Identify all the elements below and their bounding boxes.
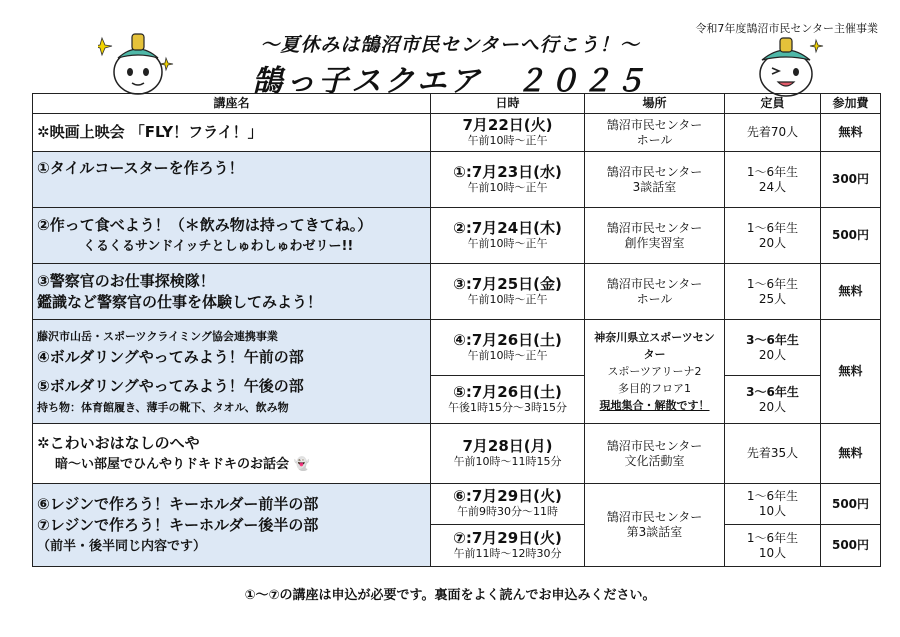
fee-cell: 300円	[821, 152, 881, 208]
course-resin: ⑥レジンで作ろう！キーホルダー前半の部 ⑦レジンで作ろう！キーホルダー後半の部 （前半・後半同じ内容です）	[33, 484, 431, 567]
ghost-icon: 👻	[293, 456, 310, 472]
mascot-right-icon	[750, 36, 830, 100]
capacity-cell: 1～6年生 10人	[725, 525, 821, 567]
page-subtitle: ～夏休みは鵠沼市民センターへ行こう！～	[260, 34, 640, 56]
place-cell: 鵠沼市民センター 文化活動室	[585, 424, 725, 484]
table-row	[33, 484, 881, 525]
header-capacity: 定員	[725, 94, 821, 114]
table-row	[33, 264, 881, 320]
table-row	[33, 320, 881, 376]
course-police: ③警察官のお仕事探検隊！ 鑑識など警察官の仕事を体験してみよう！	[33, 264, 431, 320]
capacity-cell: 1～6年生 25人	[725, 264, 821, 320]
course-movie: ✲映画上映会 「FLY！フライ！」	[33, 114, 431, 152]
course-cooking: ②作って食べよう！（＊飲み物は持ってきてね。） くるくるサンドイッチとしゅわしゅわゼリー!!	[33, 208, 431, 264]
fee-cell: 無料	[821, 114, 881, 152]
table-row	[33, 152, 881, 208]
place-cell: 鵠沼市民センター 第3談話室	[585, 484, 725, 567]
capacity-cell: 3～6年生 20人	[725, 320, 821, 376]
fee-cell: 500円	[821, 484, 881, 525]
date-cell: 7月28日(月) 午前10時～11時15分	[431, 424, 585, 484]
fee-cell: 無料	[821, 264, 881, 320]
date-cell: ⑥:7月29日(火) 午前9時30分～11時	[431, 484, 585, 525]
header-fee: 参加費	[821, 94, 881, 114]
capacity-cell: 1～6年生 20人	[725, 208, 821, 264]
place-cell: 鵠沼市民センター ホール	[585, 114, 725, 152]
mascot-left-icon	[98, 28, 178, 100]
table-header-row	[33, 94, 881, 114]
place-cell: 鵠沼市民センター 創作実習室	[585, 208, 725, 264]
table-row	[33, 114, 881, 152]
capacity-cell: 3～6年生 20人	[725, 376, 821, 424]
date-cell: ③:7月25日(金) 午前10時～正午	[431, 264, 585, 320]
date-cell: ⑦:7月29日(火) 午前11時～12時30分	[431, 525, 585, 567]
fee-cell: 500円	[821, 525, 881, 567]
schedule-table	[32, 93, 881, 567]
date-cell: ④:7月26日(土) 午前10時～正午	[431, 320, 585, 376]
table-row	[33, 424, 881, 484]
header-course: 講座名	[33, 94, 431, 114]
sponsor-text: 令和7年度鵠沼市民センター主催事業	[695, 22, 878, 35]
date-cell: ①:7月23日(水) 午前10時～正午	[431, 152, 585, 208]
footer-note: ①～⑦の講座は申込が必要です。裏面をよく読んでお申込みください。	[244, 588, 656, 603]
fee-cell: 無料	[821, 320, 881, 424]
header-place: 場所	[585, 94, 725, 114]
capacity-cell: 1～6年生 10人	[725, 484, 821, 525]
capacity-cell: 先着70人	[725, 114, 821, 152]
header-date: 日時	[431, 94, 585, 114]
fee-cell: 無料	[821, 424, 881, 484]
page-title: 鵠っ子スクエア ２０２５	[252, 64, 648, 99]
date-cell: ②:7月24日(木) 午前10時～正午	[431, 208, 585, 264]
course-bouldering: 藤沢市山岳・スポーツクライミング協会連携事業 ④ボルダリングやってみよう！午前の部 ⑤ボルダリングやってみよう！午後の部 持ち物：体育館履き、薄手の靴下、タオル、飲み物	[33, 320, 431, 424]
course-tile: ①タイルコースターを作ろう！	[33, 152, 431, 208]
place-cell: 神奈川県立スポーツセンター スポーツアリーナ2 多目的フロア1 現地集合・解散です！	[585, 320, 725, 424]
place-cell: 鵠沼市民センター ホール	[585, 264, 725, 320]
place-cell: 鵠沼市民センター 3談話室	[585, 152, 725, 208]
date-cell: 7月22日(火) 午前10時～正午	[431, 114, 585, 152]
capacity-cell: 1～6年生 24人	[725, 152, 821, 208]
fee-cell: 500円	[821, 208, 881, 264]
capacity-cell: 先着35人	[725, 424, 821, 484]
course-scary-story: ✲こわいおはなしのへや 暗～い部屋でひんやりドキドキのお話会 👻	[33, 424, 431, 484]
date-cell: ⑤:7月26日(土) 午後1時15分～3時15分	[431, 376, 585, 424]
table-row	[33, 208, 881, 264]
